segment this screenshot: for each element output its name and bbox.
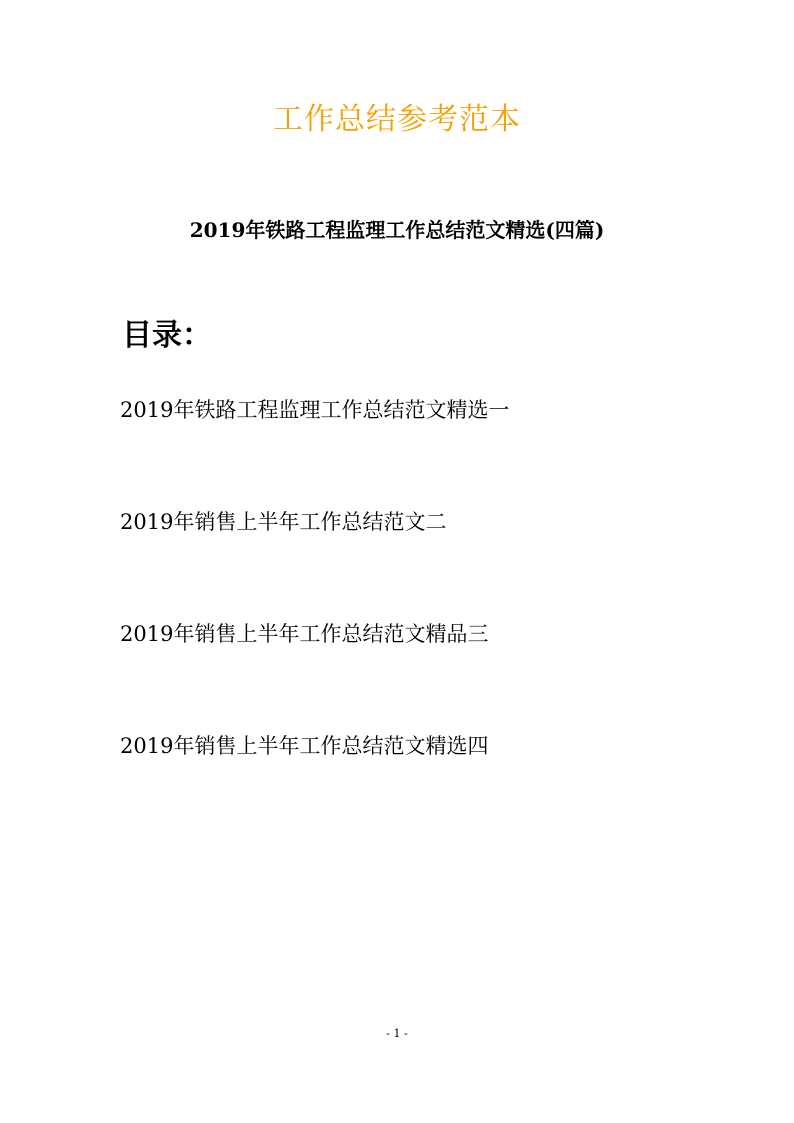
toc-item-4[interactable]: 2019年销售上半年工作总结范文精选四 <box>120 734 489 758</box>
page-number: - 1 - <box>386 1027 408 1040</box>
toc-heading: 目录： <box>122 318 212 353</box>
toc-item-1[interactable]: 2019年铁路工程监理工作总结范文精选一 <box>120 398 510 422</box>
table-of-contents <box>120 392 720 840</box>
document-title: 2019年铁路工程监理工作总结范文精选(四篇) <box>189 218 605 242</box>
document-banner: 工作总结参考范本 <box>273 102 521 137</box>
toc-item-3[interactable]: 2019年销售上半年工作总结范文精品三 <box>120 622 489 646</box>
toc-item-2[interactable]: 2019年销售上半年工作总结范文二 <box>120 510 447 534</box>
